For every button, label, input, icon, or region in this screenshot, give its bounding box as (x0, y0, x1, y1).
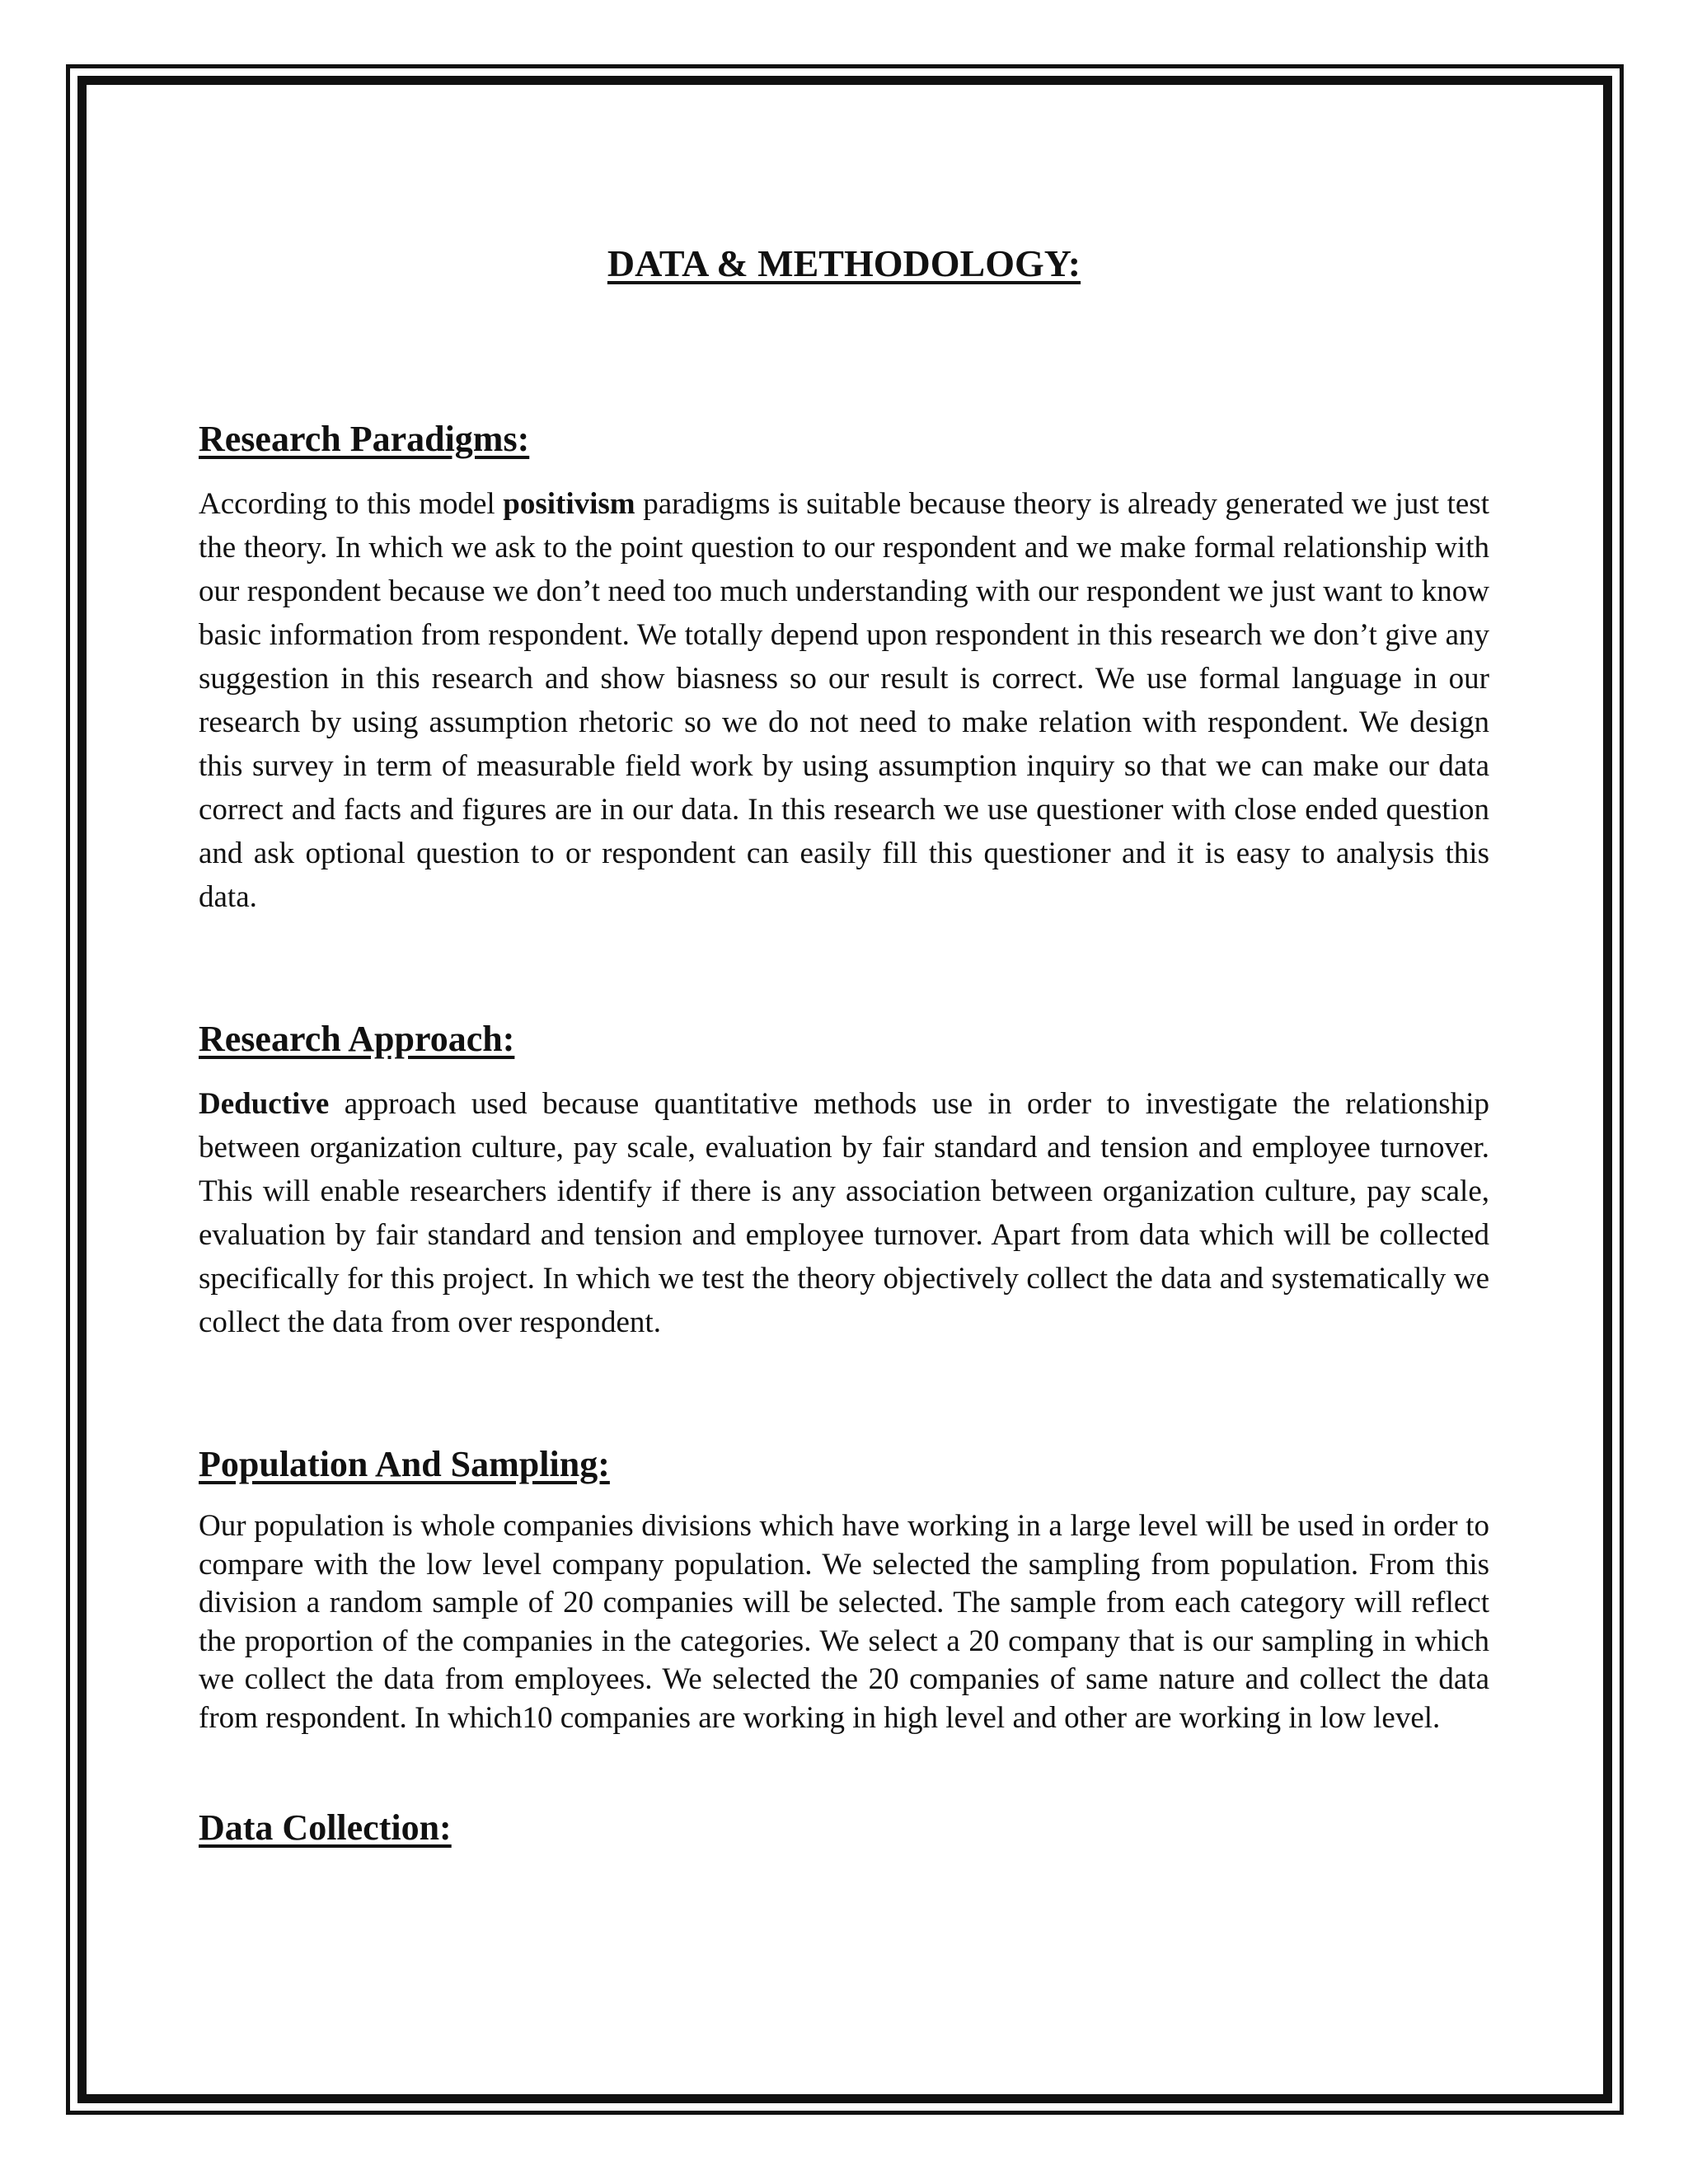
page-title: DATA & METHODOLOGY: (607, 242, 1081, 284)
section-heading-data-collection: Data Collection: (199, 1807, 452, 1848)
section-heading-research-paradigms: Research Paradigms: (199, 419, 530, 459)
bold-term-deductive: Deductive (199, 1087, 330, 1121)
document-content (199, 239, 1489, 1851)
section-body-research-paradigms (199, 482, 1489, 919)
paragraph-lead-text: According to this model (199, 487, 504, 521)
paragraph-text: paradigms is suitable because theory is already generated we just test the theory. In which we ask to the point question to our respondent and we make formal relationship with our respondent because we don’t need too much understanding with our respondent we just want to know basic information from respondent. We totally depend upon respondent in this research we don’t give any suggestion in this research and show biasness so our result is correct. We use formal language in our research by using assumption rhetoric so we do not need to make relation with respondent. We design this survey in term of measurable field work by using assumption inquiry so that we can make our data correct and facts and figures are in our data. In this research we use questioner with close ended question and ask optional question to or respondent can easily fill this questioner and it is easy to analysis this data. (199, 487, 1489, 914)
paragraph-text: approach used because quantitative methods use in order to investigate the relationship between organization culture, pay scale, evaluation by fair standard and tension and employee turnover. This will enable researchers identify if there is any association between organization culture, pay scale, evaluation by fair standard and tension and employee turnover. Apart from data which will be collected specifically for this project. In which we test the theory objectively collect the data and systematically we collect the data from over respondent. (199, 1087, 1489, 1339)
bold-term-positivism: positivism (503, 487, 635, 521)
section-body-population-and-sampling: Our population is whole companies divisions which have working in a large level will be used in order to compare with the low level company population. We selected the sampling from population. From this division a random sample of 20 companies will be selected. The sample from each category will reflect the proportion of the companies in the categories. We select a 20 company that is our sampling in which we collect the data from employees. We selected the 20 companies of same nature and collect the data from respondent. In which10 companies are working in high level and other are working in low level. (199, 1509, 1489, 1735)
section-heading-research-approach: Research Approach: (199, 1019, 515, 1059)
section-body-research-approach (199, 1082, 1489, 1344)
section-heading-population-and-sampling: Population And Sampling: (199, 1444, 610, 1484)
